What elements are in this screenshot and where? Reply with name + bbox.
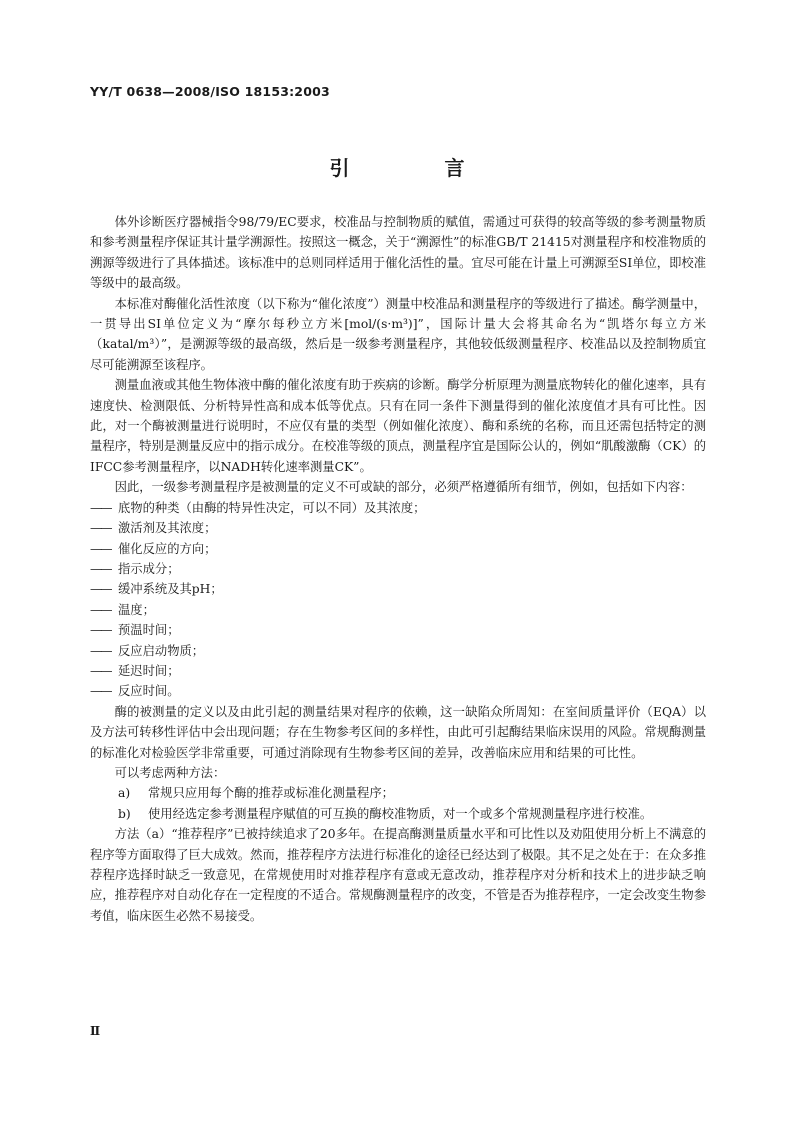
dash-marker: ——	[90, 582, 111, 597]
list-item-text: 激活剂及其浓度；	[118, 521, 217, 536]
list-item-text: 指示成分；	[118, 561, 180, 576]
list-item-text: 反应启动物质；	[118, 643, 205, 658]
paragraph: 本标准对酶催化活性浓度（以下称为“催化浓度”）测量中校准品和测量程序的等级进行了描述。酶学测量中，一贯导出SI单位定义为“摩尔每秒立方米[mol/(s·m³)]”，国际计量大会将其命名为“凯塔尔每立方米（katal/m³）”，是溯源等级的最高级，然后是一级参考测量程序，其他较低级测量程序、校准品以及控制物质宜尽可能溯源至该程序。	[90, 296, 706, 372]
list-item	[90, 498, 706, 518]
list-item-text: 温度；	[118, 602, 155, 617]
page-number: Ⅱ	[90, 1024, 101, 1038]
list-item	[90, 620, 706, 640]
list-item	[90, 681, 706, 701]
list-item-text: 使用经选定参考测量程序赋值的可互换的酶校准物质，对一个或多个常规测量程序进行校准。	[148, 806, 653, 821]
requirement-list	[90, 498, 706, 702]
main-body	[90, 212, 706, 926]
page-title: 引 言	[329, 156, 509, 180]
list-item	[90, 539, 706, 559]
dash-marker: ——	[90, 521, 111, 536]
dash-marker: ——	[90, 684, 111, 699]
dash-marker: ——	[90, 623, 111, 638]
list-item-text: 缓冲系统及其pH；	[118, 582, 223, 597]
list-item-text: 预温时间；	[118, 623, 180, 638]
method-list	[90, 783, 706, 824]
list-item	[90, 600, 706, 620]
paragraph: 方法（a）“推荐程序”已被持续追求了20多年。在提高酶测量质量水平和可比性以及劝阻使用分析上不满意的程序等方面取得了巨大成效。然而，推荐程序方法进行标准化的途径已经达到了极限。其不足之处在于：在众多推荐程序选择时缺乏一致意见，在常规使用时对推荐程序有意或无意改动，推荐程序对分析和技术上的进步缺乏响应，推荐程序对自动化存在一定程度的不适合。常规酶测量程序的改变，不管是否为推荐程序，一定会改变生物参考值，临床医生必然不易接受。	[90, 827, 706, 923]
paragraph: 可以考虑两种方法：	[114, 765, 226, 780]
dash-marker: ——	[90, 500, 111, 515]
list-item	[90, 783, 706, 803]
paragraph: 因此，一级参考测量程序是被测量的定义不可或缺的部分，必须严格遵循所有细节，例如，包括如下内容：	[114, 480, 693, 495]
list-marker: b)	[118, 806, 131, 821]
standard-number: YY/T 0638—2008/ISO 18153:2003	[90, 84, 330, 99]
list-item	[90, 804, 706, 824]
list-item	[90, 641, 706, 661]
dash-marker: ——	[90, 561, 111, 576]
list-item-text: 催化反应的方向；	[118, 541, 217, 556]
list-item-text: 常规只应用每个酶的推荐或标准化测量程序；	[148, 786, 394, 801]
list-item	[90, 518, 706, 538]
paragraph: 测量血液或其他生物体液中酶的催化浓度有助于疾病的诊断。酶学分析原理为测量底物转化的催化速率，具有速度快、检测限低、分析特异性高和成本低等优点。只有在同一条件下测量得到的催化浓度值才具有可比性。因此，对一个酶被测量进行说明时，不应仅有量的类型（例如催化浓度）、酶和系统的名称，而且还需包括特定的测量程序，特别是测量反应中的指示成分。在校准等级的顶点，测量程序宜是国际公认的，例如“肌酸激酶（CK）的IFCC参考测量程序，以NADH转化速率测量CK”。	[90, 378, 706, 474]
list-item-text: 延迟时间；	[118, 663, 180, 678]
dash-marker: ——	[90, 643, 111, 658]
list-item-text: 反应时间。	[118, 684, 180, 699]
list-marker: a)	[118, 786, 131, 801]
list-item	[90, 661, 706, 681]
paragraph: 体外诊断医疗器械指令98/79/EC要求，校准品与控制物质的赋值，需通过可获得的较高等级的参考测量物质和参考测量程序保证其计量学溯源性。按照这一概念，关于“溯源性”的标准GB/T 21415对测量程序和校准物质的溯源等级进行了具体描述。该标准中的总则同样适用于催化活性的量。宜尽可能在计量上可溯源至SI单位，即校准等级中的最高级。	[90, 215, 706, 291]
paragraph: 酶的被测量的定义以及由此引起的测量结果对程序的依赖，这一缺陷众所周知：在室间质量评价（EQA）以及方法可转移性评估中会出现问题；存在生物参考区间的多样性，由此可引起酶结果临床误用的风险。常规酶测量的标准化对检验医学非常重要，可通过消除现有生物参考区间的差异，改善临床应用和结果的可比性。	[90, 704, 706, 760]
dash-marker: ——	[90, 602, 111, 617]
list-item	[90, 559, 706, 579]
dash-marker: ——	[90, 541, 111, 556]
dash-marker: ——	[90, 663, 111, 678]
list-item-text: 底物的种类（由酶的特异性决定，可以不同）及其浓度；	[118, 500, 426, 515]
list-item	[90, 579, 706, 599]
